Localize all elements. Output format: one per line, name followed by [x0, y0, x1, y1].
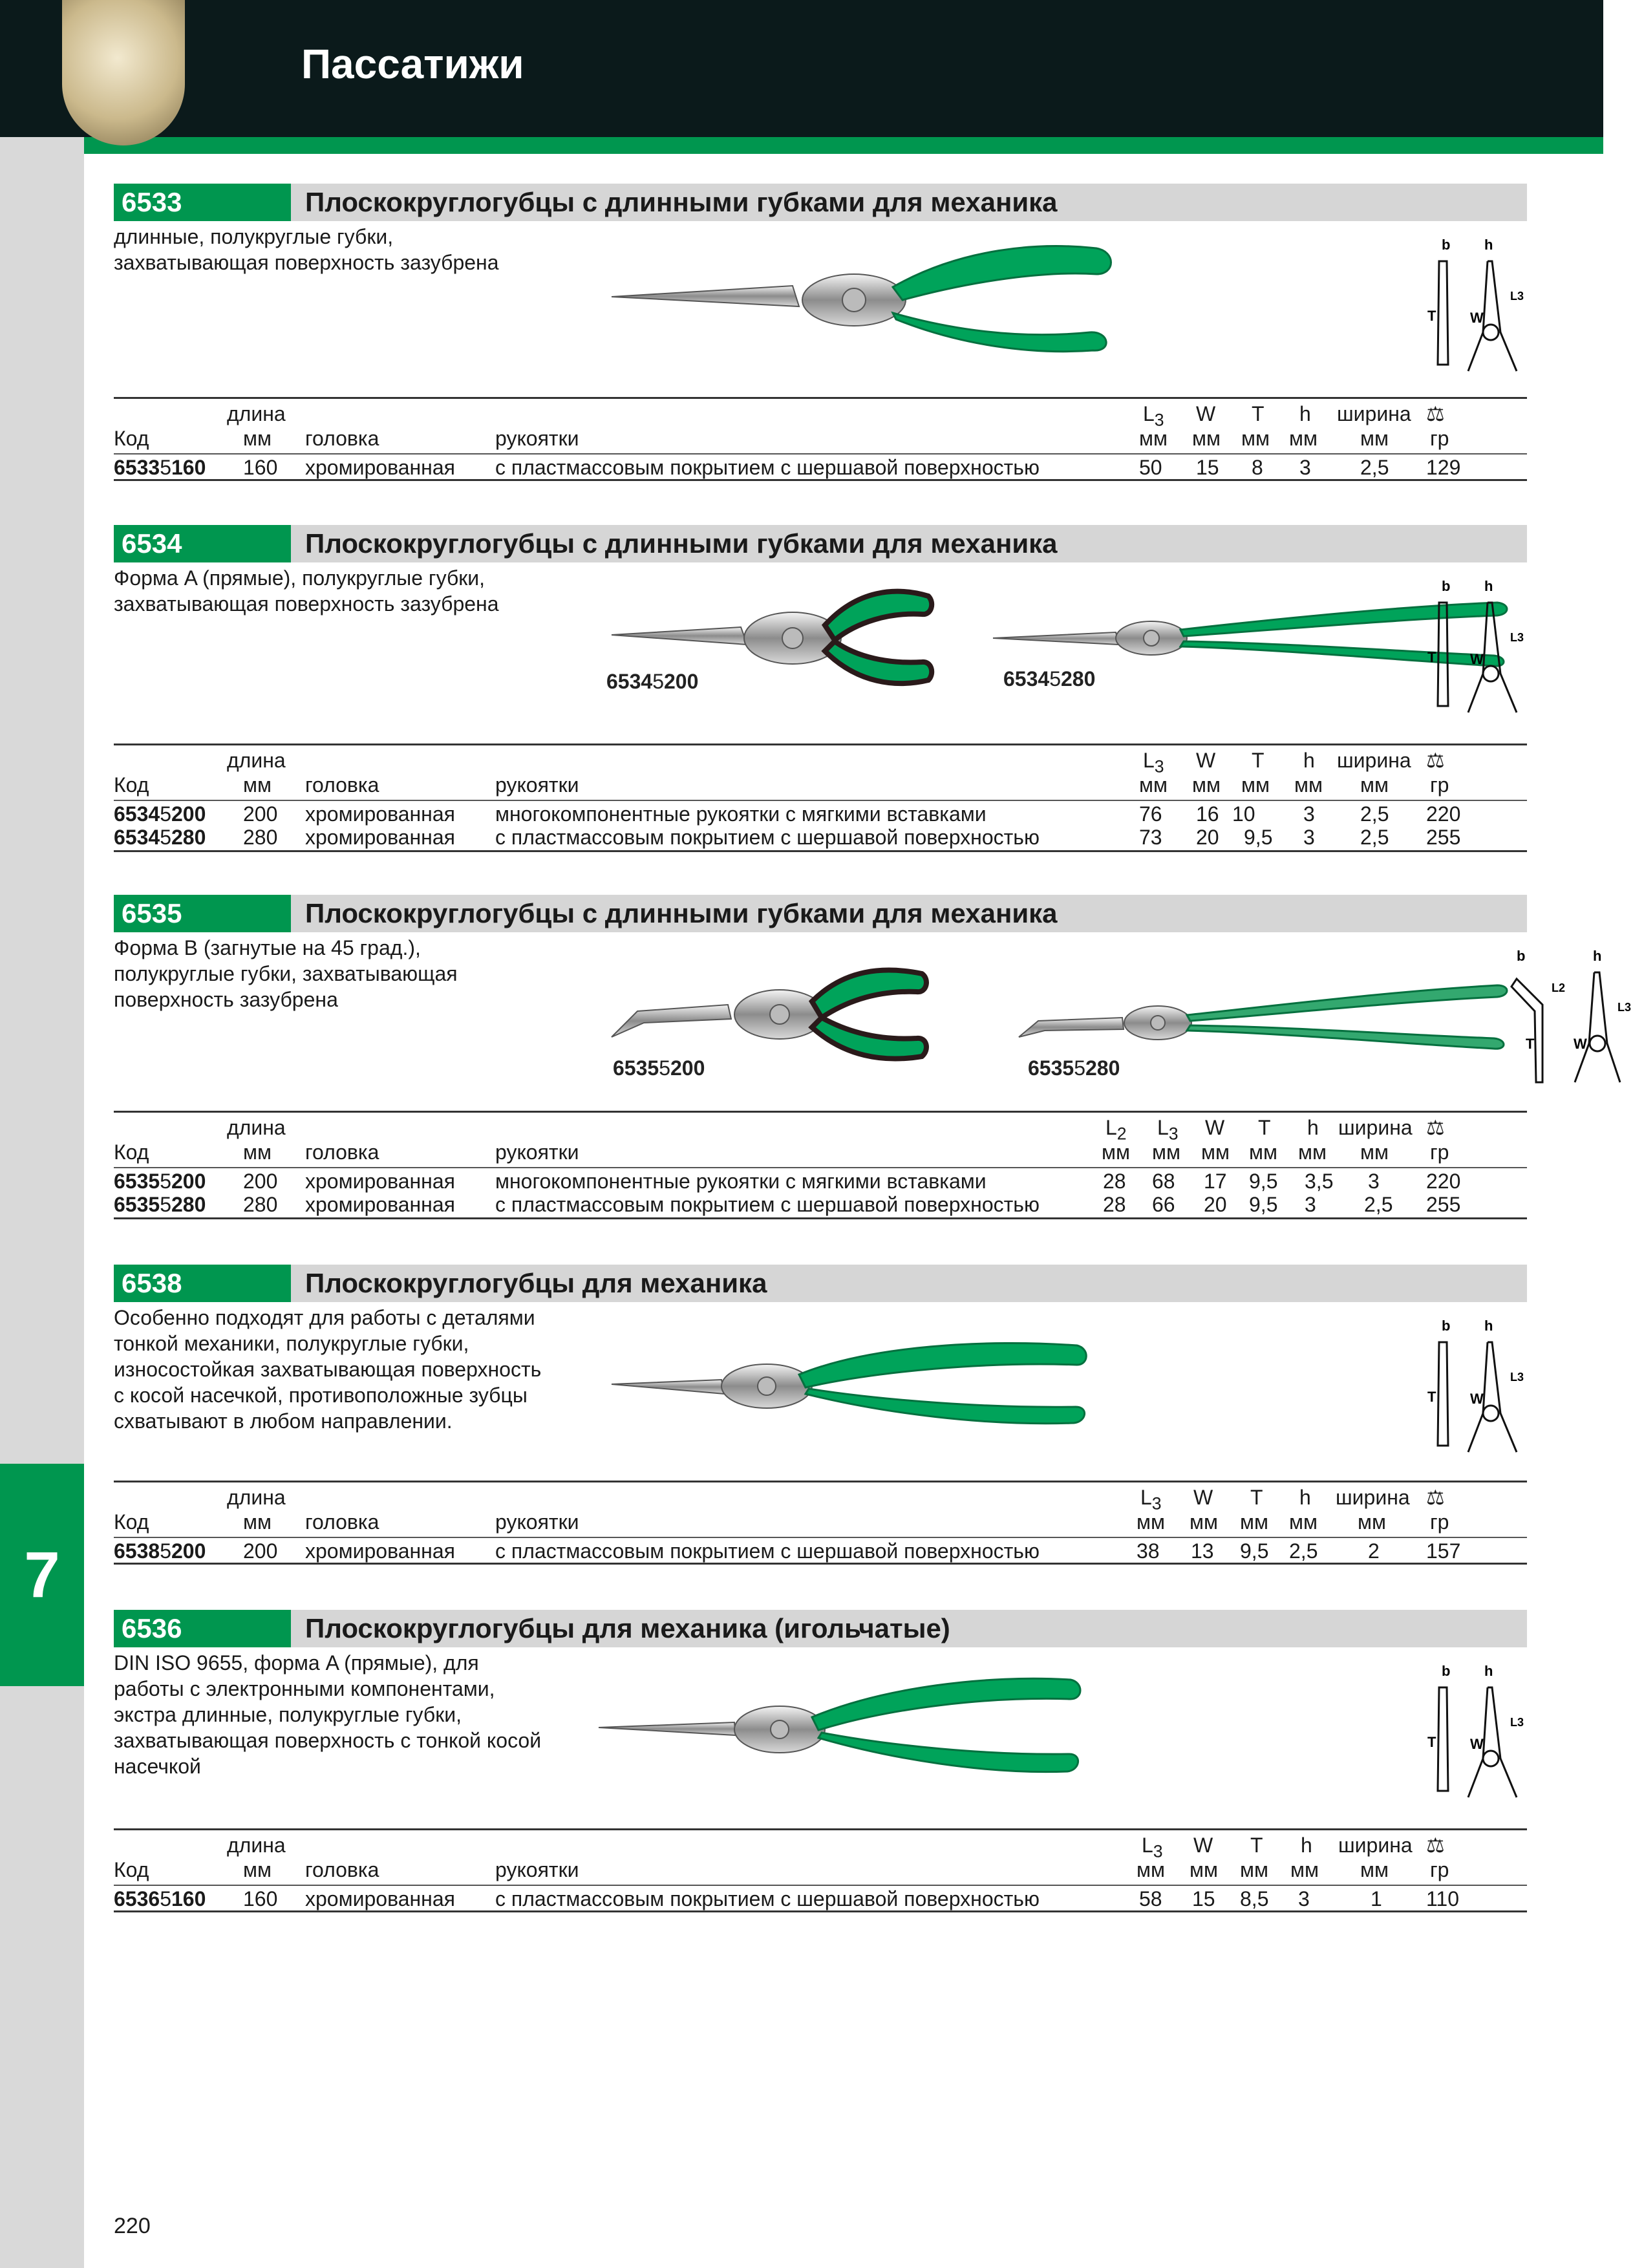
row-handles: многокомпонентные рукоятки с мягкими вставками [495, 1170, 987, 1193]
scale-icon: ⚖ [1426, 1834, 1445, 1857]
row-width: 2,5 [1360, 456, 1389, 479]
image-code-size: 200 [670, 1056, 705, 1080]
image-code-size: 200 [663, 670, 699, 693]
col-l3-unit: мм [1137, 1858, 1165, 1881]
svg-text:L3: L3 [1510, 1371, 1524, 1384]
section-title: Плоскокруглогубцы с длинными губками для механика [305, 898, 1058, 928]
col-l3-sub: 3 [1154, 410, 1164, 430]
svg-text:T: T [1427, 649, 1436, 665]
col-code: Код [114, 1140, 149, 1164]
section-number: 6534 [114, 525, 291, 562]
row-head: хромированная [305, 1193, 455, 1216]
col-l2-sub: 2 [1116, 1124, 1127, 1144]
col-w-unit: мм [1201, 1140, 1230, 1164]
row-w: 17 [1204, 1170, 1227, 1193]
col-width: ширина [1338, 1834, 1413, 1857]
section-6535 [114, 895, 1632, 1231]
row-t: 9,5 [1249, 1193, 1278, 1216]
spec-table [114, 1828, 1527, 1912]
section-title: Плоскокруглогубцы для механика [305, 1268, 767, 1298]
row-l2: 28 [1103, 1193, 1126, 1216]
table-header [114, 1830, 1527, 1886]
code-series: 6535 [114, 1193, 160, 1216]
col-length-unit: мм [243, 1140, 272, 1164]
row-h: 3 [1303, 802, 1315, 826]
row-width: 2,5 [1360, 826, 1389, 849]
svg-text:L3: L3 [1617, 1001, 1632, 1014]
table-row [114, 1886, 1527, 1910]
row-h: 3 [1303, 826, 1315, 849]
col-t-unit: мм [1241, 773, 1270, 797]
svg-text:T: T [1427, 1734, 1436, 1750]
pliers-image-280 [1012, 972, 1517, 1056]
row-w: 20 [1196, 826, 1219, 849]
svg-text:h: h [1484, 237, 1493, 253]
left-sidebar [0, 0, 84, 2268]
col-handles: рукоятки [495, 1510, 579, 1534]
col-t-unit: мм [1241, 427, 1270, 450]
svg-text:W: W [1574, 1036, 1587, 1052]
image-code-size: 280 [1060, 667, 1096, 690]
row-code [114, 1193, 206, 1217]
row-code [114, 1170, 206, 1193]
col-l3-unit: мм [1139, 773, 1168, 797]
image-code-mid: 5 [652, 670, 664, 693]
col-h-unit: мм [1298, 1140, 1327, 1164]
image-code-280 [1028, 1056, 1120, 1080]
image-code-series: 6535 [613, 1056, 659, 1080]
scale-icon: ⚖ [1426, 1486, 1445, 1509]
dimension-diagram [1504, 947, 1633, 1095]
pliers-image [599, 235, 1129, 352]
col-handles: рукоятки [495, 773, 579, 797]
row-length: 160 [243, 456, 278, 479]
col-t: T [1252, 402, 1265, 425]
pliers-image-200 [599, 959, 935, 1069]
page-title: Пассатижи [301, 41, 524, 87]
code-series: 6533 [114, 456, 160, 479]
table-row [114, 826, 1527, 850]
code-size: 160 [171, 456, 206, 479]
col-handles: рукоятки [495, 1858, 579, 1881]
col-t-unit: мм [1240, 1510, 1268, 1534]
col-t-unit: мм [1240, 1858, 1268, 1881]
col-l3-sub: 3 [1151, 1493, 1162, 1514]
row-head: хромированная [305, 456, 455, 479]
col-t: T [1250, 1834, 1263, 1857]
row-l3: 68 [1152, 1170, 1175, 1193]
col-head: головка [305, 1858, 379, 1881]
section-header [114, 1610, 1527, 1647]
col-l3-letter: L [1142, 1834, 1153, 1857]
col-l2-letter: L [1105, 1116, 1117, 1139]
svg-text:h: h [1484, 1318, 1493, 1334]
col-t: T [1250, 1486, 1263, 1509]
row-h: 3 [1298, 1887, 1310, 1910]
col-width-unit: мм [1360, 1140, 1389, 1164]
image-code-mid: 5 [659, 1056, 670, 1080]
row-handles: с пластмассовым покрытием с шершавой поверхностью [495, 1193, 1040, 1216]
row-t: 8,5 [1240, 1887, 1269, 1910]
image-code-size: 280 [1085, 1056, 1120, 1080]
section-description: DIN ISO 9655, форма A (прямые), для работы с электронными компонентами, экстра длинные, полукруглые губки, захватывающая поверхность с тонкой косой насечкой [114, 1651, 542, 1778]
row-w: 13 [1191, 1539, 1214, 1563]
svg-text:T: T [1427, 1389, 1436, 1405]
row-width: 3 [1368, 1170, 1380, 1193]
page-header [0, 0, 1603, 137]
col-l3-letter: L [1157, 1116, 1169, 1139]
image-code-series: 6534 [1003, 667, 1050, 690]
row-length: 200 [243, 802, 278, 826]
col-head: головка [305, 1510, 379, 1534]
col-handles: рукоятки [495, 427, 579, 450]
dimension-diagram [1420, 235, 1530, 378]
code-mid: 5 [160, 456, 171, 479]
section-6538 [114, 1265, 1527, 1588]
header-stripe [84, 137, 1603, 154]
section-description: Форма A (прямые), полукруглые губки, захватывающая поверхность зазубрена [114, 566, 499, 615]
col-l3-letter: L [1143, 749, 1155, 772]
section-description: Форма B (загнутые на 45 град.), полукруглые губки, захватывающая поверхность зазубрена [114, 936, 458, 1011]
row-t: 10 [1232, 802, 1255, 826]
table-row [114, 1168, 1527, 1193]
col-l3-unit: мм [1152, 1140, 1180, 1164]
row-h: 3 [1305, 1193, 1316, 1216]
table-header [114, 745, 1527, 801]
dimension-diagram [1420, 1316, 1530, 1459]
svg-text:h: h [1484, 578, 1493, 594]
image-code-series: 6535 [1028, 1056, 1074, 1080]
svg-text:L3: L3 [1510, 631, 1524, 644]
col-h-unit: мм [1290, 1858, 1319, 1881]
col-width-unit: мм [1358, 1510, 1386, 1534]
code-mid: 5 [160, 1539, 171, 1563]
scale-icon: ⚖ [1426, 402, 1445, 425]
col-weight-unit: гр [1430, 1858, 1449, 1881]
row-code [114, 1539, 206, 1563]
col-width: ширина [1336, 1486, 1410, 1509]
col-w: W [1205, 1116, 1225, 1139]
image-code-mid: 5 [1074, 1056, 1085, 1080]
row-l3: 58 [1139, 1887, 1162, 1910]
row-t: 8 [1252, 456, 1263, 479]
col-l3-letter: L [1140, 1486, 1152, 1509]
col-h: h [1299, 1486, 1311, 1509]
row-width: 2,5 [1364, 1193, 1393, 1216]
row-l2: 28 [1103, 1170, 1126, 1193]
section-description: Особенно подходят для работы с деталями тонкой механики, полукруглые губки, износостойкая захватывающая поверхность с косой насечкой, противоположные зубцы схватывают в любом направлении. [114, 1306, 542, 1433]
col-h: h [1301, 1834, 1312, 1857]
row-width: 2,5 [1360, 802, 1389, 826]
image-code-200 [613, 1056, 705, 1080]
col-width-unit: мм [1360, 773, 1389, 797]
row-l3: 50 [1139, 456, 1162, 479]
svg-text:b: b [1442, 237, 1451, 253]
col-t: T [1258, 1116, 1271, 1139]
row-weight: 157 [1426, 1539, 1461, 1563]
dimension-diagram [1420, 577, 1530, 719]
col-length-label: длина [227, 1834, 286, 1857]
svg-text:L3: L3 [1510, 1716, 1524, 1729]
spec-table [114, 1481, 1527, 1565]
svg-text:b: b [1442, 1318, 1451, 1334]
col-length-unit: мм [243, 1510, 272, 1534]
code-mid: 5 [160, 802, 171, 826]
col-head: головка [305, 1140, 379, 1164]
row-head: хромированная [305, 802, 455, 826]
col-w-unit: мм [1190, 1510, 1218, 1534]
col-h: h [1307, 1116, 1319, 1139]
section-number: 6535 [114, 895, 291, 932]
row-l3: 38 [1137, 1539, 1160, 1563]
section-header [114, 184, 1527, 221]
col-handles: рукоятки [495, 1140, 579, 1164]
col-w: W [1196, 402, 1216, 425]
row-code [114, 802, 206, 826]
col-h-unit: мм [1289, 1510, 1318, 1534]
section-6533 [114, 184, 1527, 494]
row-length: 160 [243, 1887, 278, 1910]
row-weight: 220 [1426, 1170, 1461, 1193]
row-h: 3,5 [1305, 1170, 1334, 1193]
section-6534 [114, 525, 1527, 861]
table-header [114, 1113, 1527, 1168]
col-width: ширина [1337, 402, 1411, 425]
row-h: 2,5 [1289, 1539, 1318, 1563]
row-code [114, 1887, 206, 1911]
code-mid: 5 [160, 1887, 171, 1910]
col-l3-letter: L [1143, 402, 1155, 425]
col-code: Код [114, 1510, 149, 1534]
section-header [114, 525, 1527, 562]
code-size: 200 [171, 1539, 206, 1563]
col-w: W [1196, 749, 1216, 772]
image-code-mid: 5 [1049, 667, 1061, 690]
row-weight: 129 [1426, 456, 1461, 479]
spec-table [114, 397, 1527, 481]
code-mid: 5 [160, 826, 171, 849]
col-length-label: длина [227, 1116, 286, 1139]
row-length: 200 [243, 1539, 278, 1563]
section-header [114, 895, 1527, 932]
table-header [114, 399, 1527, 455]
svg-text:W: W [1470, 651, 1484, 667]
col-l3-sub: 3 [1154, 756, 1164, 776]
code-size: 200 [171, 1170, 206, 1193]
code-series: 6538 [114, 1539, 160, 1563]
row-length: 280 [243, 826, 278, 849]
col-length-label: длина [227, 402, 286, 425]
row-weight: 255 [1426, 826, 1461, 849]
col-length-label: длина [227, 749, 286, 772]
col-l3-unit: мм [1139, 427, 1168, 450]
svg-text:T: T [1526, 1036, 1535, 1052]
code-size: 200 [171, 802, 206, 826]
section-title: Плоскокруглогубцы с длинными губками для механика [305, 187, 1058, 217]
svg-text:W: W [1470, 1391, 1484, 1407]
row-length: 280 [243, 1193, 278, 1216]
col-weight-unit: гр [1430, 773, 1449, 797]
svg-text:b: b [1517, 948, 1526, 964]
row-head: хромированная [305, 826, 455, 849]
spec-table [114, 1111, 1527, 1219]
table-row [114, 1538, 1527, 1563]
code-series: 6535 [114, 1170, 160, 1193]
code-series: 6534 [114, 802, 160, 826]
row-l3: 76 [1139, 802, 1162, 826]
scale-icon: ⚖ [1426, 1116, 1445, 1139]
col-code: Код [114, 773, 149, 797]
table-row [114, 455, 1527, 479]
col-h: h [1303, 749, 1315, 772]
scale-icon: ⚖ [1426, 749, 1445, 772]
row-head: хромированная [305, 1539, 455, 1563]
row-width: 2 [1368, 1539, 1380, 1563]
col-width: ширина [1337, 749, 1411, 772]
table-row [114, 1193, 1527, 1217]
row-handles: с пластмассовым покрытием с шершавой поверхностью [495, 456, 1040, 479]
col-length-unit: мм [243, 1858, 272, 1881]
col-w-unit: мм [1192, 773, 1221, 797]
row-handles: с пластмассовым покрытием с шершавой поверхностью [495, 1539, 1040, 1563]
spec-table [114, 744, 1527, 852]
code-size: 160 [171, 1887, 206, 1910]
col-l2-unit: мм [1102, 1140, 1130, 1164]
row-head: хромированная [305, 1170, 455, 1193]
section-title: Плоскокруглогубцы с длинными губками для механика [305, 528, 1058, 559]
pliers-image [599, 1329, 1103, 1439]
svg-text:W: W [1470, 310, 1484, 326]
col-weight-unit: гр [1430, 427, 1449, 450]
col-length-unit: мм [243, 773, 272, 797]
row-w: 20 [1204, 1193, 1227, 1216]
col-code: Код [114, 1858, 149, 1881]
col-length-unit: мм [243, 427, 272, 450]
svg-text:W: W [1470, 1736, 1484, 1752]
row-width: 1 [1371, 1887, 1382, 1910]
image-code-280 [1003, 667, 1095, 691]
col-w-unit: мм [1190, 1858, 1218, 1881]
col-width-unit: мм [1360, 427, 1389, 450]
col-h-unit: мм [1294, 773, 1323, 797]
row-handles: многокомпонентные рукоятки с мягкими вставками [495, 802, 987, 826]
svg-text:b: b [1442, 578, 1451, 594]
col-w: W [1193, 1834, 1213, 1857]
col-h-unit: мм [1289, 427, 1318, 450]
row-head: хромированная [305, 1887, 455, 1910]
row-h: 3 [1299, 456, 1311, 479]
gear-logo-icon [62, 0, 185, 145]
col-l3-unit: мм [1137, 1510, 1165, 1534]
col-t: T [1252, 749, 1265, 772]
col-h: h [1299, 402, 1311, 425]
row-t: 9,5 [1244, 826, 1273, 849]
code-size: 280 [171, 826, 206, 849]
row-l3: 66 [1152, 1193, 1175, 1216]
row-weight: 255 [1426, 1193, 1461, 1216]
section-description: длинные, полукруглые губки, захватывающая поверхность зазубрена [114, 225, 499, 274]
col-width-unit: мм [1360, 1858, 1389, 1881]
image-code-series: 6534 [606, 670, 653, 693]
row-handles: с пластмассовым покрытием с шершавой поверхностью [495, 1887, 1040, 1910]
section-number: 6538 [114, 1265, 291, 1302]
row-w: 15 [1192, 1887, 1215, 1910]
row-code [114, 456, 206, 480]
row-length: 200 [243, 1170, 278, 1193]
dimension-diagram [1420, 1662, 1530, 1804]
row-handles: с пластмассовым покрытием с шершавой поверхностью [495, 826, 1040, 849]
col-width: ширина [1338, 1116, 1413, 1139]
svg-text:T: T [1427, 308, 1436, 324]
table-header [114, 1482, 1527, 1538]
col-t-unit: мм [1249, 1140, 1277, 1164]
col-l3-sub: 3 [1168, 1124, 1179, 1144]
row-w: 15 [1196, 456, 1219, 479]
row-t: 9,5 [1240, 1539, 1269, 1563]
col-head: головка [305, 427, 379, 450]
pliers-image [592, 1668, 1096, 1784]
col-weight-unit: гр [1430, 1510, 1449, 1534]
col-head: головка [305, 773, 379, 797]
section-title: Плоскокруглогубцы для механика (игольчатые) [305, 1613, 950, 1643]
svg-text:L3: L3 [1510, 290, 1524, 303]
svg-text:L2: L2 [1552, 981, 1566, 994]
table-row [114, 801, 1527, 826]
svg-text:b: b [1442, 1663, 1451, 1679]
col-length-label: длина [227, 1486, 286, 1509]
svg-text:h: h [1593, 948, 1602, 964]
svg-text:h: h [1484, 1663, 1493, 1679]
col-code: Код [114, 427, 149, 450]
col-w: W [1193, 1486, 1213, 1509]
col-w-unit: мм [1192, 427, 1221, 450]
section-number: 6536 [114, 1610, 291, 1647]
col-l3-sub: 3 [1153, 1841, 1163, 1861]
page-number: 220 [114, 2214, 151, 2238]
code-size: 280 [171, 1193, 206, 1216]
row-l3: 73 [1139, 826, 1162, 849]
code-series: 6534 [114, 826, 160, 849]
row-t: 9,5 [1249, 1170, 1278, 1193]
section-6536 [114, 1610, 1527, 1933]
row-weight: 110 [1426, 1887, 1460, 1910]
code-mid: 5 [160, 1193, 171, 1216]
row-w: 16 [1196, 802, 1219, 826]
chapter-tab: 7 [0, 1464, 84, 1686]
row-code [114, 826, 206, 850]
image-code-200 [606, 670, 698, 694]
section-number: 6533 [114, 184, 291, 221]
code-mid: 5 [160, 1170, 171, 1193]
row-weight: 220 [1426, 802, 1461, 826]
code-series: 6536 [114, 1887, 160, 1910]
col-weight-unit: гр [1430, 1140, 1449, 1164]
section-header [114, 1265, 1527, 1302]
